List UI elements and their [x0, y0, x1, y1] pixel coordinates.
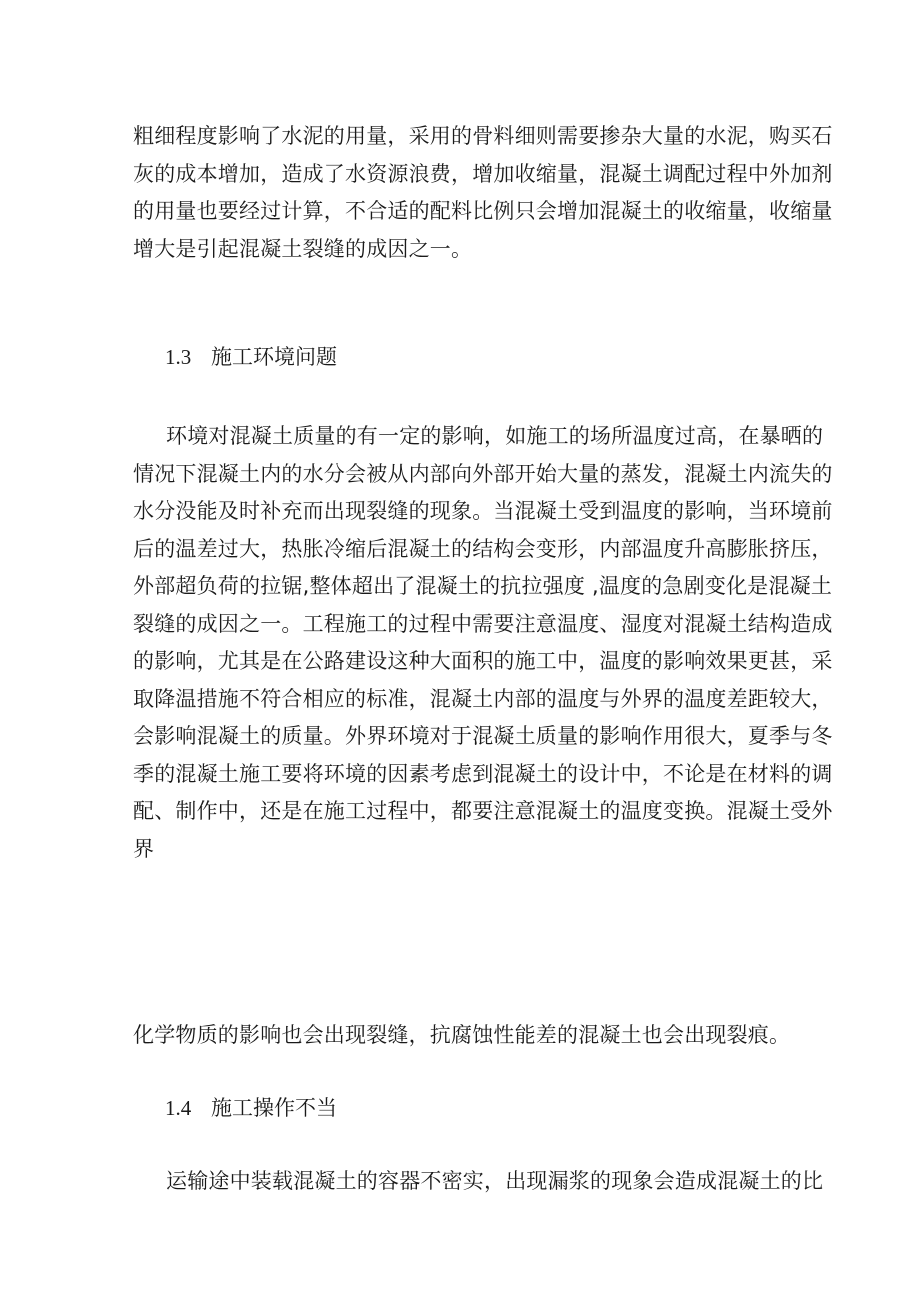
paragraph-aggregate-fineness: [133, 118, 833, 268]
text-line: 的用量也要经过计算，不合适的配料比例只会增加混凝土的收缩量，收缩量: [133, 199, 833, 223]
section-title: 施工操作不当: [211, 1096, 337, 1120]
text-line: 化学物质的影响也会出现裂缝，抗腐蚀性能差的混凝土也会出现裂痕。: [133, 1023, 791, 1047]
paragraph-chemical-corrosion: [133, 1017, 798, 1055]
text-line: 季的混凝土施工要将环境的因素考虑到混凝土的设计中，不论是在材料的调: [133, 761, 833, 786]
text-line: 运输途中装载混凝土的容器不密实，出现漏浆的现象会造成混凝土的比: [166, 1169, 824, 1193]
paragraph-construction-environment: [133, 418, 833, 868]
text-line: 水分没能及时补充而出现裂缝的现象。当混凝土受到温度的影响，当环境前: [133, 499, 833, 523]
text-line: 灰的成本增加，造成了水资源浪费，增加收缩量，混凝土调配过程中外加剂: [133, 161, 833, 186]
text-line: 情况下混凝土内的水分会被从内部向外部开始大量的蒸发，混凝土内流失的: [133, 461, 833, 486]
text-line: 配、制作中，还是在施工过程中，都要注意混凝土的温度变换。混凝土受外: [133, 799, 833, 823]
text-line: 后的温差过大，热胀冷缩后混凝土的结构会变形，内部温度升高膨胀挤压，: [133, 536, 833, 561]
text-line: 取降温措施不符合相应的标准，混凝土内部的温度与外界的温度差距较大，: [133, 686, 833, 711]
text-line: 的影响，尤其是在公路建设这种大面积的施工中，温度的影响效果更甚，采: [133, 649, 833, 673]
text-line: 界: [133, 836, 155, 861]
text-line: 裂缝的成因之一。工程施工的过程中需要注意温度、湿度对混凝土结构造成: [133, 611, 833, 636]
section-title: 施工环境问题: [211, 345, 337, 369]
paragraph-improper-operation: [133, 1163, 824, 1201]
section-heading-1-3: [165, 342, 337, 372]
text-line: 粗细程度影响了水泥的用量，采用的骨料细则需要掺杂大量的水泥，购买石: [133, 124, 833, 148]
text-line: 增大是引起混凝土裂缝的成因之一。: [133, 236, 473, 261]
text-line: 环境对混凝土质量的有一定的影响，如施工的场所温度过高，在暴晒的: [166, 424, 824, 448]
section-heading-1-4: [165, 1093, 337, 1123]
section-number: 1.4: [165, 1096, 192, 1120]
text-line: 外部超负荷的拉锯,整体超出了混凝土的抗拉强度 ,温度的急剧变化是混凝土: [133, 574, 833, 598]
text-line: 会影响混凝土的质量。外界环境对于混凝土质量的影响作用很大，夏季与冬: [133, 724, 833, 748]
section-number: 1.3: [165, 345, 192, 369]
